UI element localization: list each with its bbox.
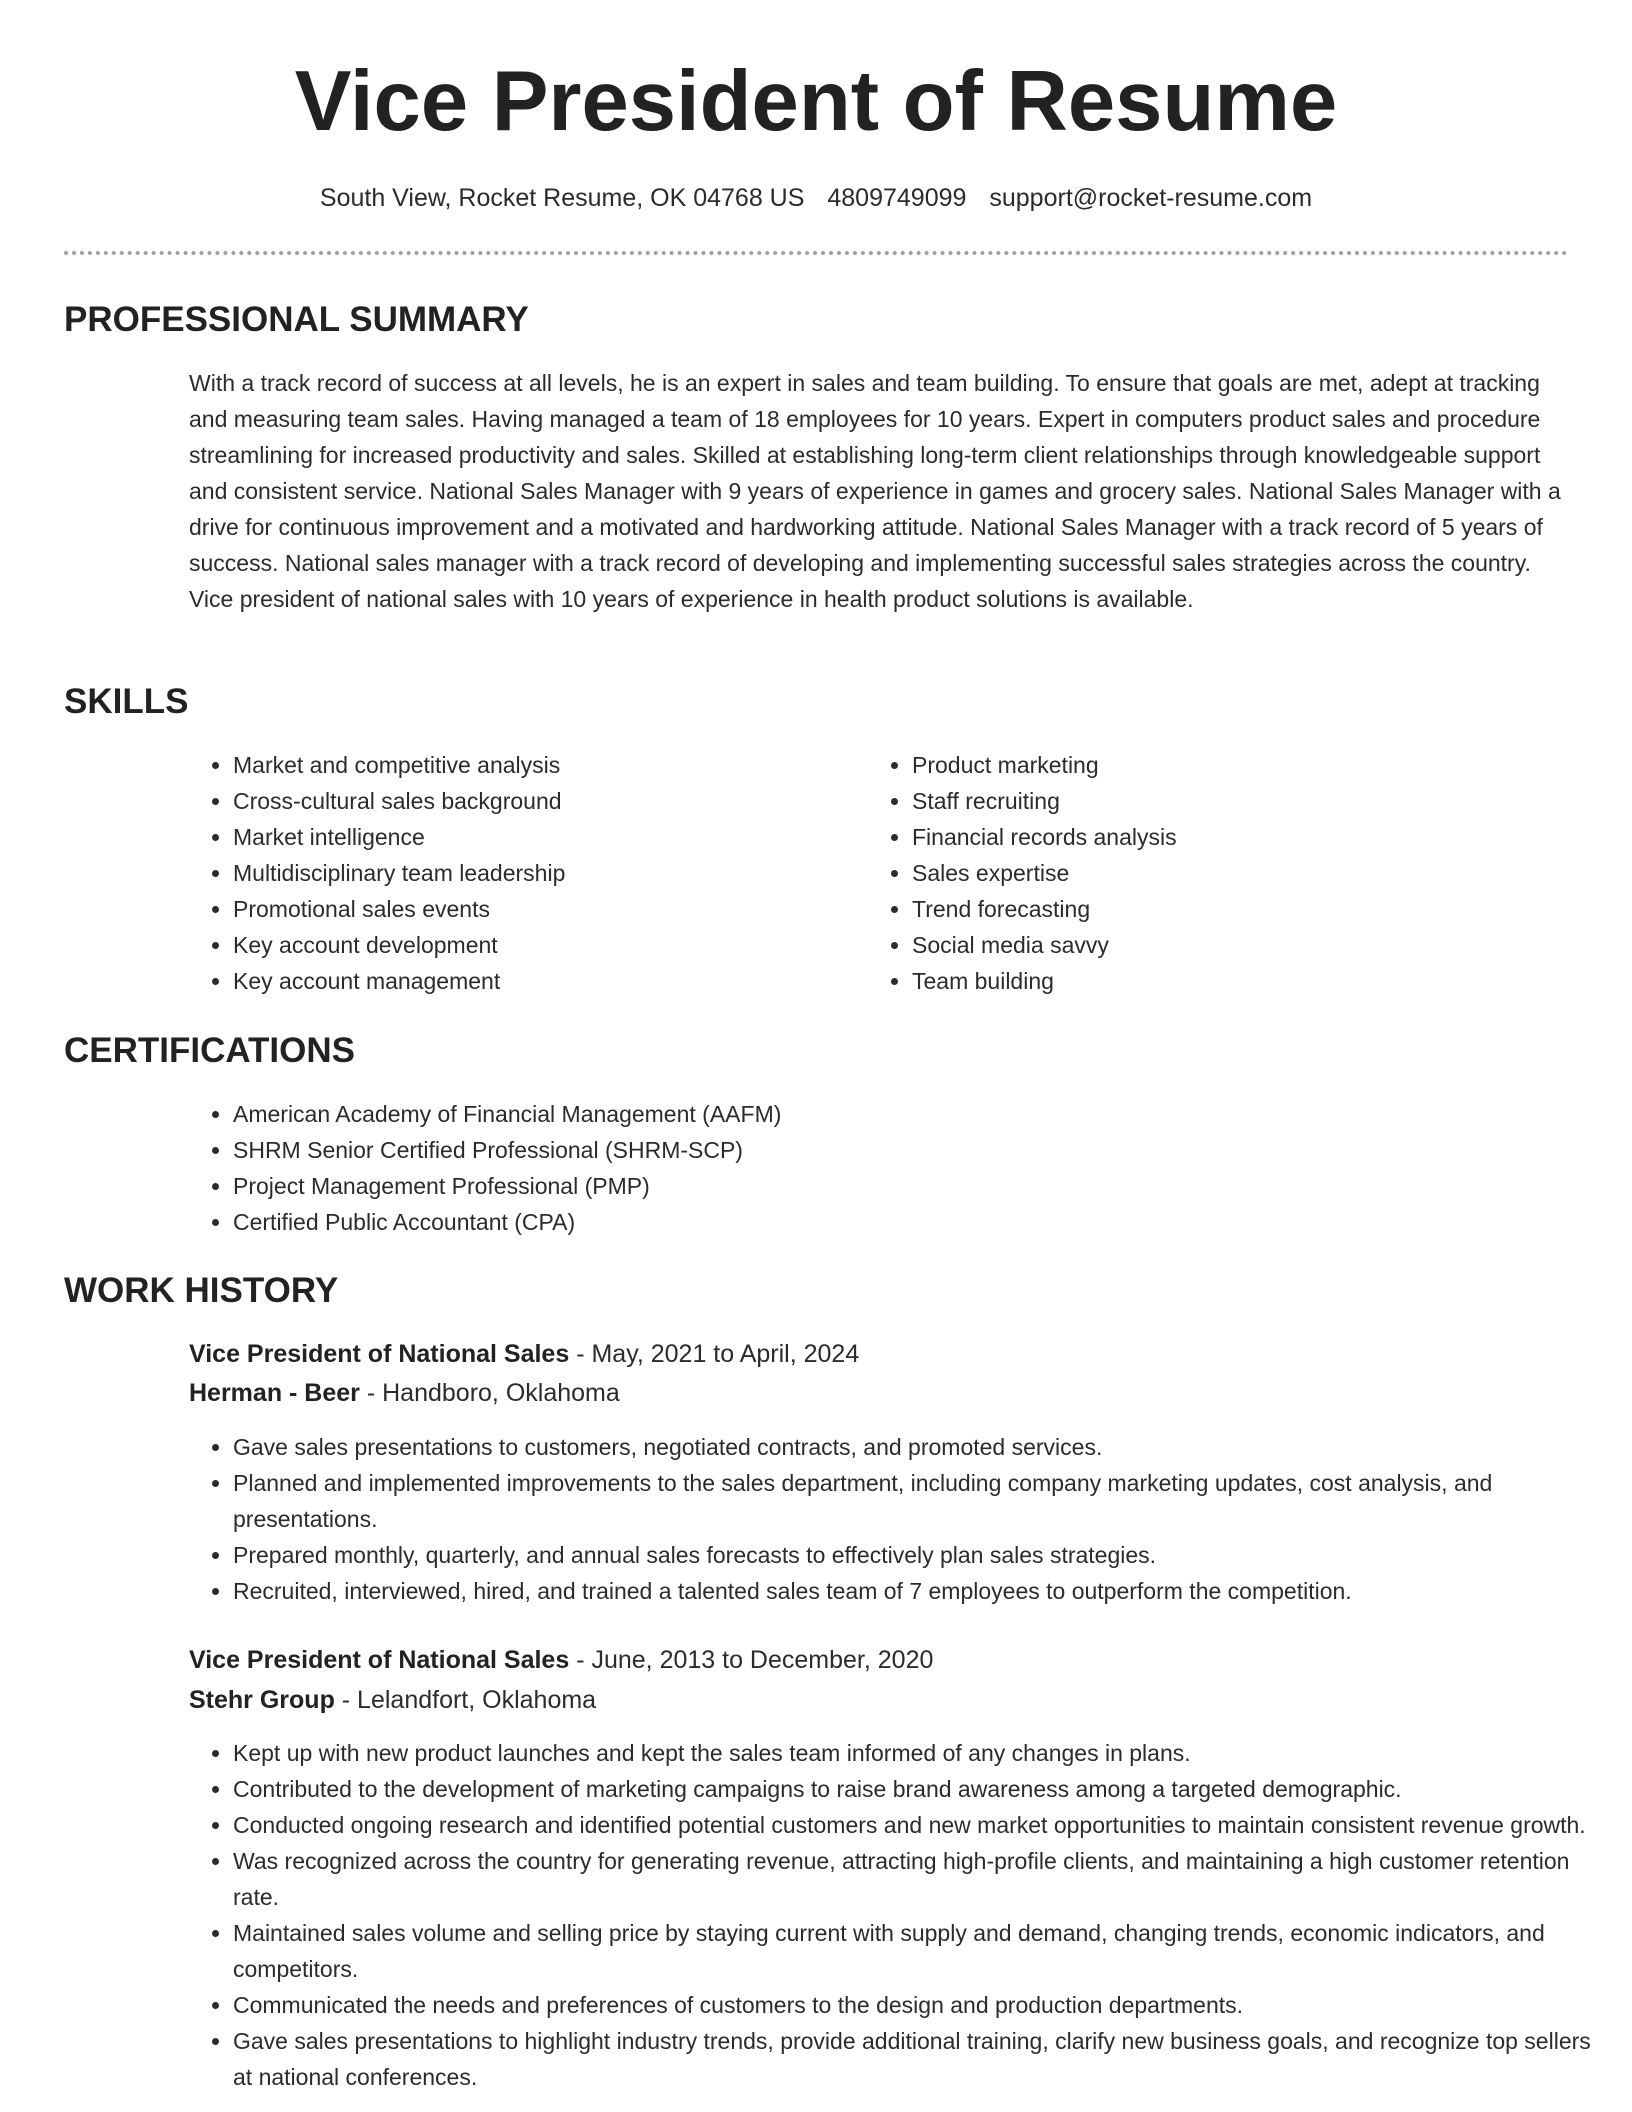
skill-item: • Product marketing: [912, 747, 1552, 783]
job-bullet: • Contributed to the development of marketing campaigns to raise brand awareness among a targeted demographic.: [233, 1771, 1613, 1807]
certifications-list: [189, 1096, 1533, 1240]
job-bullet: • Planned and implemented improvements to the sales department, including company marketing updates, cost analysis, and presentations.: [233, 1465, 1613, 1537]
skills-list-right: [868, 747, 1552, 999]
contact-line: [0, 180, 1632, 216]
job-bullet: • Was recognized across the country for generating revenue, attracting high-profile clients, and maintaining a high customer retention rate.: [233, 1843, 1613, 1915]
skill-item: • Market and competitive analysis: [233, 747, 833, 783]
job-title-line: [189, 1642, 933, 1678]
skill-item: • Market intelligence: [233, 819, 833, 855]
job-bullets: [189, 1735, 1613, 2095]
job-bullet: • Maintained sales volume and selling price by staying current with supply and demand, changing trends, economic indicators, and competitors.: [233, 1915, 1613, 1987]
job-bullet: • Conducted ongoing research and identified potential customers and new market opportunities to maintain consistent revenue growth.: [233, 1807, 1613, 1843]
section-title-skills: SKILLS: [64, 682, 189, 721]
job-company: Herman - Beer: [189, 1379, 360, 1407]
skills-list-left: [189, 747, 833, 999]
skill-item: • Multidisciplinary team leadership: [233, 855, 833, 891]
job-company-line: [189, 1375, 620, 1411]
skill-item: • Promotional sales events: [233, 891, 833, 927]
certification-item: • Certified Public Accountant (CPA): [233, 1204, 1533, 1240]
skill-item: • Key account development: [233, 927, 833, 963]
certification-item: • Project Management Professional (PMP): [233, 1168, 1533, 1204]
contact-email: support@rocket-resume.com: [989, 184, 1313, 212]
skill-item: • Key account management: [233, 963, 833, 999]
job-bullet: • Gave sales presentations to customers, negotiated contracts, and promoted services.: [233, 1429, 1613, 1465]
certification-item: • SHRM Senior Certified Professional (SHRM-SCP): [233, 1132, 1533, 1168]
job-bullet: • Gave sales presentations to highlight industry trends, provide additional training, clarify new business goals, and recognize top sellers at national conferences.: [233, 2023, 1613, 2095]
job-bullet: • Kept up with new product launches and kept the sales team informed of any changes in plans.: [233, 1735, 1613, 1771]
skill-item: • Team building: [912, 963, 1552, 999]
section-title-work-history: WORK HISTORY: [64, 1271, 339, 1310]
job-bullet: • Recruited, interviewed, hired, and trained a talented sales team of 7 employees to outperform the competition.: [233, 1573, 1613, 1609]
job-title: Vice President of National Sales: [189, 1340, 570, 1368]
section-title-certifications: CERTIFICATIONS: [64, 1031, 356, 1070]
certification-item: • American Academy of Financial Management (AAFM): [233, 1096, 1533, 1132]
resume-name: Vice President of Resume: [294, 54, 1338, 149]
contact-phone: 4809749099: [827, 184, 967, 212]
section-title-summary: PROFESSIONAL SUMMARY: [64, 300, 529, 339]
skill-item: • Financial records analysis: [912, 819, 1552, 855]
job-dates: - May, 2021 to April, 2024: [569, 1340, 860, 1368]
contact-address: South View, Rocket Resume, OK 04768 US: [319, 184, 805, 212]
header-divider: [64, 251, 1568, 255]
summary-text: With a track record of success at all levels, he is an expert in sales and team building. To ensure that goals are met, adept at tracking and measuring team sales. Having managed a team of 18 employees for 10 years. Expert in computers product sales and procedure streamlining for increased productivity and sales. Skilled at establishing long-term client relationships through knowledgeable support and consistent service. National Sales Manager with 9 years of experience in games and grocery sales. National Sales Manager with a drive for continuous improvement and a motivated and hardworking attitude. National Sales Manager with a track record of 5 years of success. National sales manager with a track record of developing and implementing successful sales strategies across the country. Vice president of national sales with 10 years of experience in health product solutions is available.: [189, 370, 1561, 612]
job-bullet: • Prepared monthly, quarterly, and annual sales forecasts to effectively plan sales strategies.: [233, 1537, 1613, 1573]
job-company-line: [189, 1682, 596, 1718]
job-location: - Lelandfort, Oklahoma: [334, 1686, 597, 1714]
job-company: Stehr Group: [189, 1686, 335, 1714]
skill-item: • Staff recruiting: [912, 783, 1552, 819]
skill-item: • Sales expertise: [912, 855, 1552, 891]
job-location: - Handboro, Oklahoma: [359, 1379, 620, 1407]
skill-item: • Trend forecasting: [912, 891, 1552, 927]
job-bullet: • Communicated the needs and preferences of customers to the design and production departments.: [233, 1987, 1613, 2023]
skill-item: • Cross-cultural sales background: [233, 783, 833, 819]
skill-item: • Social media savvy: [912, 927, 1552, 963]
job-title-line: [189, 1336, 859, 1372]
job-bullets: [189, 1429, 1613, 1609]
job-dates: - June, 2013 to December, 2020: [569, 1646, 934, 1674]
job-title: Vice President of National Sales: [189, 1646, 570, 1674]
